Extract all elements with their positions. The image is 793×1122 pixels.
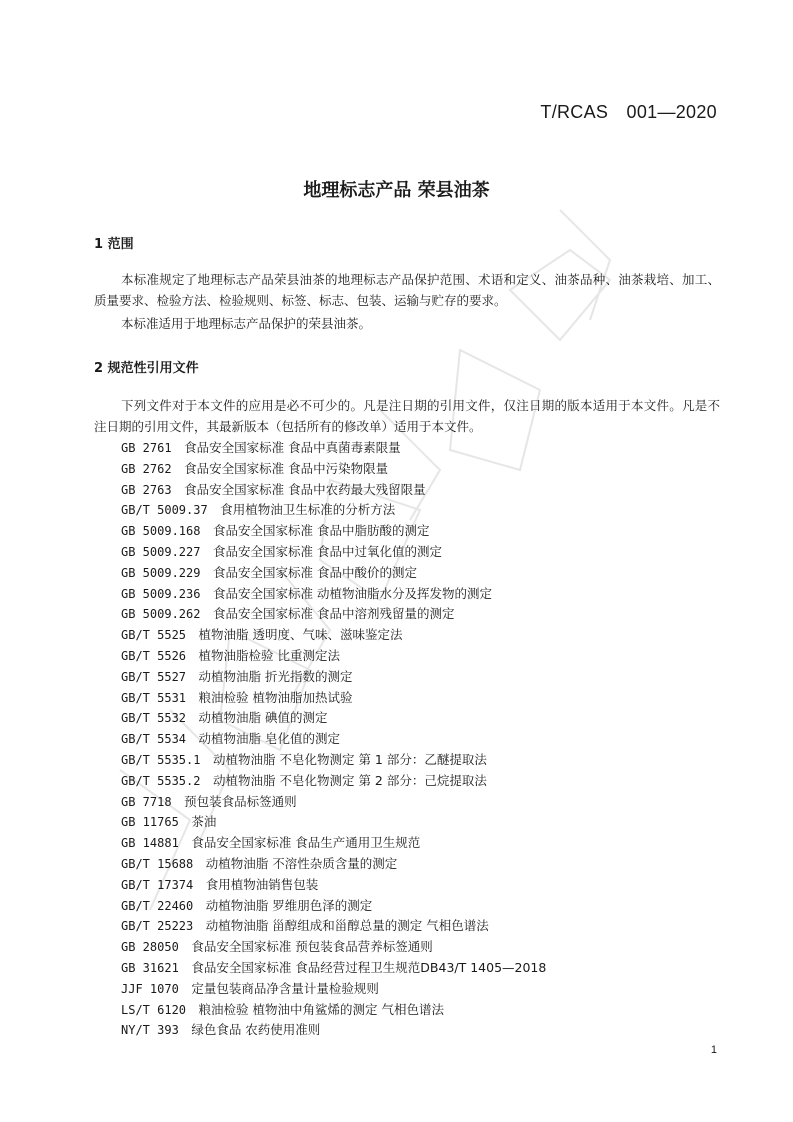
reference-code: JJF 1070 [121, 981, 179, 996]
reference-item [121, 979, 546, 1000]
reference-code: GB 5009.236 [121, 586, 201, 601]
reference-item [121, 1020, 546, 1041]
reference-item [121, 812, 546, 833]
reference-item [121, 729, 546, 750]
reference-title: 定量包装商品净含量计量检验规则 [191, 980, 379, 996]
section-1-heading: 1 范围 [94, 237, 134, 252]
reference-title: 植物油脂检验 比重测定法 [198, 647, 341, 663]
reference-title: 动植物油脂 甾醇组成和甾醇总量的测定 气相色谱法 [205, 918, 489, 934]
reference-code: GB 14881 [121, 836, 179, 851]
reference-code: GB 2763 [121, 482, 172, 497]
reference-item [121, 459, 546, 480]
document-title: 地理标志产品 荣县油茶 [303, 180, 490, 201]
reference-title: 食品安全国家标准 食品中酸价的测定 [213, 564, 417, 580]
reference-item [121, 542, 546, 563]
reference-title: 食品安全国家标准 食品经营过程卫生规范DB43/T 1405—2018 [191, 959, 547, 975]
reference-code: LS/T 6120 [121, 1002, 187, 1017]
reference-title: 动植物油脂 折光指数的测定 [198, 668, 353, 684]
reference-code: GB/T 25223 [121, 919, 194, 934]
reference-item [121, 625, 546, 646]
reference-title: 粮油检验 植物油中角鲨烯的测定 气相色谱法 [198, 1001, 444, 1017]
standard-code: T/RCAS 001—2020 [540, 102, 717, 122]
reference-title: 绿色食品 农药使用准则 [191, 1022, 321, 1038]
reference-title: 动植物油脂 碘值的测定 [198, 710, 328, 726]
reference-title: 动植物油脂 不溶性杂质含量的测定 [205, 855, 398, 871]
reference-item [121, 896, 546, 917]
section-2-paragraph-1: 下列文件对于本文件的应用是必不可少的。凡是注日期的引用文件，仅注日期的版本适用于本文件。凡是不注日期的引用文件，其最新版本（包括所有的修改单）适用于本文件。 [94, 398, 720, 434]
reference-item [121, 771, 546, 792]
reference-item [121, 958, 546, 979]
reference-code: GB/T 5525 [121, 628, 187, 643]
reference-code: GB/T 5009.37 [121, 503, 208, 518]
section-2-heading: 2 规范性引用文件 [94, 361, 199, 376]
reference-title: 食品安全国家标准 食品中过氧化值的测定 [213, 543, 442, 559]
reference-code: GB/T 5532 [121, 711, 187, 726]
reference-code: GB 28050 [121, 940, 179, 955]
reference-title: 食品安全国家标准 食品中农药最大残留限量 [184, 481, 426, 497]
reference-code: GB/T 17374 [121, 877, 194, 892]
reference-code: GB/T 5534 [121, 732, 187, 747]
reference-code: GB 5009.229 [121, 565, 201, 580]
reference-item [121, 521, 546, 542]
reference-item [121, 937, 546, 958]
reference-item [121, 480, 546, 501]
reference-code: NY/T 393 [121, 1023, 179, 1038]
reference-title: 预包装食品标签通则 [184, 793, 297, 809]
reference-item [121, 1000, 546, 1021]
reference-code: GB 5009.262 [121, 607, 201, 622]
reference-item [121, 708, 546, 729]
reference-item [121, 792, 546, 813]
reference-title: 食品安全国家标准 食品中真菌毒素限量 [184, 440, 401, 455]
reference-title: 食用植物油卫生标准的分析方法 [220, 502, 396, 518]
reference-code: GB 2762 [121, 461, 172, 476]
reference-item [121, 604, 546, 625]
reference-item [121, 500, 546, 521]
reference-item [121, 646, 546, 667]
reference-code: GB/T 5535.1 [121, 752, 201, 767]
reference-code: GB 31621 [121, 960, 179, 975]
reference-item [121, 916, 546, 937]
reference-title: 食品安全国家标准 食品中污染物限量 [184, 460, 389, 476]
reference-code: GB 5009.227 [121, 544, 201, 559]
reference-title: 动植物油脂 罗维朋色泽的测定 [205, 897, 373, 913]
reference-item [121, 854, 546, 875]
reference-code: GB/T 5535.2 [121, 773, 201, 788]
reference-code: GB/T 5531 [121, 690, 187, 705]
reference-item [121, 563, 546, 584]
reference-title: 茶油 [191, 814, 217, 830]
reference-code: GB 2761 [121, 441, 172, 455]
reference-item [121, 750, 546, 771]
section-1-paragraph-2: 本标准适用于地理标志产品保护的荣县油茶。 [121, 316, 372, 331]
reference-code: GB/T 22460 [121, 898, 194, 913]
reference-code: GB 5009.168 [121, 524, 201, 539]
reference-title: 动植物油脂 皂化值的测定 [198, 731, 341, 747]
reference-code: GB 7718 [121, 794, 172, 809]
section-1-paragraph-1: 本标准规定了地理标志产品荣县油茶的地理标志产品保护范围、术语和定义、油茶品种、油茶栽培、加工、质量要求、检验方法、检验规则、标签、标志、包装、运输与贮存的要求。 [94, 272, 720, 308]
reference-title: 动植物油脂 不皂化物测定 第 1 部分：乙醚提取法 [213, 751, 487, 767]
reference-item [121, 688, 546, 709]
reference-title: 食品安全国家标准 食品生产通用卫生规范 [191, 835, 421, 851]
reference-title: 粮油检验 植物油脂加热试验 [198, 689, 353, 705]
reference-title: 食品安全国家标准 预包装食品营养标签通则 [191, 939, 433, 955]
reference-title: 动植物油脂 不皂化物测定 第 2 部分：己烷提取法 [213, 772, 487, 788]
reference-code: GB 11765 [121, 815, 179, 830]
reference-list [121, 438, 546, 1041]
reference-code: GB/T 5526 [121, 648, 187, 663]
reference-code: GB/T 5527 [121, 669, 187, 684]
reference-title: 食用植物油销售包装 [205, 876, 319, 892]
reference-item [121, 584, 546, 605]
reference-item [121, 438, 546, 459]
reference-title: 植物油脂 透明度、气味、滋味鉴定法 [198, 627, 403, 643]
reference-item [121, 875, 546, 896]
reference-title: 食品安全国家标准 食品中溶剂残留量的测定 [213, 606, 455, 622]
page-number: 1 [710, 1044, 717, 1056]
reference-code: GB/T 15688 [121, 856, 194, 871]
reference-title: 食品安全国家标准 食品中脂肪酸的测定 [213, 523, 430, 539]
reference-item [121, 833, 546, 854]
reference-item [121, 667, 546, 688]
reference-title: 食品安全国家标准 动植物油脂水分及挥发物的测定 [213, 585, 492, 601]
